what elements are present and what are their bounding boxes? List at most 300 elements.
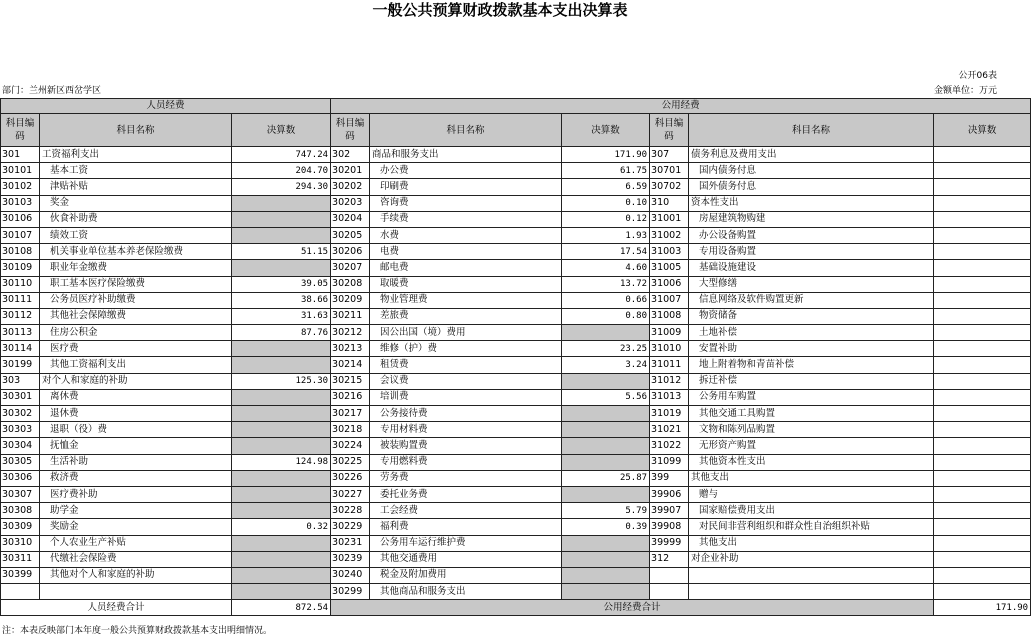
cell-amount: 17.54 bbox=[562, 244, 650, 260]
page-title: 一般公共预算财政拨款基本支出决算表 bbox=[372, 1, 628, 19]
cell-code: 30701 bbox=[650, 163, 689, 179]
cell-amount bbox=[232, 503, 331, 519]
cell-name: 退职（役）费 bbox=[40, 422, 232, 438]
col-header-name: 科目名称 bbox=[40, 114, 232, 147]
cell-amount bbox=[562, 535, 650, 551]
cell-name: 赠与 bbox=[689, 486, 934, 502]
cell-name: 代缴社会保险费 bbox=[40, 551, 232, 567]
cell-amount bbox=[934, 389, 1031, 405]
cell-amount bbox=[562, 422, 650, 438]
cell-amount bbox=[934, 454, 1031, 470]
col-header-name: 科目名称 bbox=[689, 114, 934, 147]
cell-code: 30227 bbox=[331, 486, 370, 502]
column-header-row bbox=[1, 114, 1031, 147]
cell-name: 对民间非营利组织和群众性自治组织补贴 bbox=[689, 519, 934, 535]
cell-code: 30211 bbox=[331, 308, 370, 324]
cell-amount: 51.15 bbox=[232, 244, 331, 260]
cell-code: 31008 bbox=[650, 308, 689, 324]
table-row bbox=[1, 584, 1031, 600]
cell-name: 工会经费 bbox=[370, 503, 562, 519]
cell-name: 机关事业单位基本养老保险缴费 bbox=[40, 244, 232, 260]
cell-amount bbox=[232, 260, 331, 276]
cell-amount bbox=[232, 341, 331, 357]
cell-amount: 0.80 bbox=[562, 308, 650, 324]
cell-amount bbox=[934, 292, 1031, 308]
cell-name: 因公出国（境）费用 bbox=[370, 325, 562, 341]
cell-code: 30229 bbox=[331, 519, 370, 535]
table-row bbox=[1, 244, 1031, 260]
table-row bbox=[1, 551, 1031, 567]
cell-name: 委托业务费 bbox=[370, 486, 562, 502]
cell-name: 工资福利支出 bbox=[40, 147, 232, 163]
cell-code: 30201 bbox=[331, 163, 370, 179]
cell-code: 30109 bbox=[1, 260, 40, 276]
cell-name: 差旅费 bbox=[370, 308, 562, 324]
cell-code: 30204 bbox=[331, 211, 370, 227]
group-header-personnel: 人员经费 bbox=[1, 99, 331, 114]
cell-amount bbox=[232, 567, 331, 583]
cell-code: 31010 bbox=[650, 341, 689, 357]
cell-name: 公务员医疗补助缴费 bbox=[40, 292, 232, 308]
cell-name: 国家赔偿费用支出 bbox=[689, 503, 934, 519]
cell-amount: 747.24 bbox=[232, 147, 331, 163]
cell-amount: 0.10 bbox=[562, 195, 650, 211]
cell-name: 职工基本医疗保险缴费 bbox=[40, 276, 232, 292]
cell-name: 大型修缮 bbox=[689, 276, 934, 292]
cell-code: 31019 bbox=[650, 406, 689, 422]
cell-name: 办公设备购置 bbox=[689, 227, 934, 243]
cell-code: 30308 bbox=[1, 503, 40, 519]
cell-amount bbox=[934, 486, 1031, 502]
cell-code: 31009 bbox=[650, 325, 689, 341]
cell-name: 助学金 bbox=[40, 503, 232, 519]
cell-amount bbox=[934, 308, 1031, 324]
cell-name: 个人农业生产补贴 bbox=[40, 535, 232, 551]
footnote: 注：本表反映部门本年度一般公共预算财政拨款基本支出明细情况。 bbox=[2, 626, 273, 636]
cell-amount: 31.63 bbox=[232, 308, 331, 324]
cell-code: 30107 bbox=[1, 227, 40, 243]
cell-amount bbox=[934, 551, 1031, 567]
cell-code: 30240 bbox=[331, 567, 370, 583]
cell-name: 抚恤金 bbox=[40, 438, 232, 454]
cell-amount: 87.76 bbox=[232, 325, 331, 341]
cell-code: 30203 bbox=[331, 195, 370, 211]
cell-amount bbox=[232, 486, 331, 502]
cell-name bbox=[689, 584, 934, 600]
cell-name: 培训费 bbox=[370, 389, 562, 405]
cell-code: 30206 bbox=[331, 244, 370, 260]
col-header-amount: 决算数 bbox=[562, 114, 650, 147]
table-row bbox=[1, 389, 1031, 405]
cell-amount: 61.75 bbox=[562, 163, 650, 179]
cell-name: 印刷费 bbox=[370, 179, 562, 195]
cell-amount bbox=[934, 211, 1031, 227]
cell-name: 奖励金 bbox=[40, 519, 232, 535]
cell-amount: 204.70 bbox=[232, 163, 331, 179]
cell-name: 邮电费 bbox=[370, 260, 562, 276]
table-row bbox=[1, 341, 1031, 357]
cell-code: 30113 bbox=[1, 325, 40, 341]
cell-code: 31001 bbox=[650, 211, 689, 227]
cell-code: 30215 bbox=[331, 373, 370, 389]
cell-amount bbox=[232, 584, 331, 600]
cell-code: 30310 bbox=[1, 535, 40, 551]
cell-amount: 13.72 bbox=[562, 276, 650, 292]
cell-name: 其他资本性支出 bbox=[689, 454, 934, 470]
cell-name: 无形资产购置 bbox=[689, 438, 934, 454]
cell-name: 资本性支出 bbox=[689, 195, 934, 211]
cell-code: 30305 bbox=[1, 454, 40, 470]
cell-name: 绩效工资 bbox=[40, 227, 232, 243]
cell-name: 取暖费 bbox=[370, 276, 562, 292]
cell-amount: 5.56 bbox=[562, 389, 650, 405]
cell-amount: 25.87 bbox=[562, 470, 650, 486]
cell-code: 30108 bbox=[1, 244, 40, 260]
cell-name: 其他交通工具购置 bbox=[689, 406, 934, 422]
table-row bbox=[1, 147, 1031, 163]
cell-amount bbox=[934, 438, 1031, 454]
cell-code: 30202 bbox=[331, 179, 370, 195]
personnel-total-label: 人员经费合计 bbox=[1, 600, 232, 616]
cell-amount: 171.90 bbox=[562, 147, 650, 163]
cell-name: 公务用车运行维护费 bbox=[370, 535, 562, 551]
cell-amount bbox=[934, 341, 1031, 357]
totals-row bbox=[1, 600, 1031, 616]
cell-name: 水费 bbox=[370, 227, 562, 243]
cell-name: 专用设备购置 bbox=[689, 244, 934, 260]
cell-amount bbox=[934, 535, 1031, 551]
cell-amount: 0.39 bbox=[562, 519, 650, 535]
cell-amount: 6.59 bbox=[562, 179, 650, 195]
cell-name: 津贴补贴 bbox=[40, 179, 232, 195]
table-row bbox=[1, 227, 1031, 243]
table-row bbox=[1, 422, 1031, 438]
cell-amount: 124.98 bbox=[232, 454, 331, 470]
cell-code: 31022 bbox=[650, 438, 689, 454]
cell-code: 30224 bbox=[331, 438, 370, 454]
cell-amount: 125.30 bbox=[232, 373, 331, 389]
public-total-label: 公用经费合计 bbox=[331, 600, 934, 616]
cell-code: 30207 bbox=[331, 260, 370, 276]
cell-code: 30299 bbox=[331, 584, 370, 600]
cell-name: 手续费 bbox=[370, 211, 562, 227]
cell-name: 其他商品和服务支出 bbox=[370, 584, 562, 600]
cell-code: 30214 bbox=[331, 357, 370, 373]
cell-code: 31006 bbox=[650, 276, 689, 292]
cell-code: 30216 bbox=[331, 389, 370, 405]
cell-name: 公务用车购置 bbox=[689, 389, 934, 405]
cell-amount bbox=[934, 567, 1031, 583]
form-number: 公开06表 bbox=[958, 71, 997, 81]
cell-code: 30239 bbox=[331, 551, 370, 567]
cell-name: 住房公积金 bbox=[40, 325, 232, 341]
cell-code: 39907 bbox=[650, 503, 689, 519]
table-row bbox=[1, 486, 1031, 502]
cell-name: 福利费 bbox=[370, 519, 562, 535]
cell-amount bbox=[232, 406, 331, 422]
cell-name: 其他社会保障缴费 bbox=[40, 308, 232, 324]
cell-code: 30304 bbox=[1, 438, 40, 454]
cell-amount bbox=[934, 227, 1031, 243]
cell-name: 医疗费补助 bbox=[40, 486, 232, 502]
group-header-public: 公用经费 bbox=[331, 99, 1031, 114]
cell-amount bbox=[934, 276, 1031, 292]
cell-code: 30228 bbox=[331, 503, 370, 519]
cell-code: 30301 bbox=[1, 389, 40, 405]
cell-name: 房屋建筑物购建 bbox=[689, 211, 934, 227]
cell-code: 39906 bbox=[650, 486, 689, 502]
cell-amount bbox=[232, 551, 331, 567]
table-row bbox=[1, 292, 1031, 308]
cell-amount: 294.30 bbox=[232, 179, 331, 195]
cell-amount: 38.66 bbox=[232, 292, 331, 308]
table-row bbox=[1, 503, 1031, 519]
col-header-code: 科目编码 bbox=[1, 114, 40, 147]
cell-amount bbox=[934, 519, 1031, 535]
cell-amount bbox=[232, 389, 331, 405]
cell-code: 30212 bbox=[331, 325, 370, 341]
cell-name: 办公费 bbox=[370, 163, 562, 179]
table-row bbox=[1, 325, 1031, 341]
cell-amount bbox=[934, 584, 1031, 600]
table-row bbox=[1, 211, 1031, 227]
cell-code: 30399 bbox=[1, 567, 40, 583]
cell-amount: 1.93 bbox=[562, 227, 650, 243]
cell-amount bbox=[562, 325, 650, 341]
cell-name: 劳务费 bbox=[370, 470, 562, 486]
cell-code: 31012 bbox=[650, 373, 689, 389]
cell-amount bbox=[562, 454, 650, 470]
col-header-name: 科目名称 bbox=[370, 114, 562, 147]
cell-code: 312 bbox=[650, 551, 689, 567]
cell-name: 伙食补助费 bbox=[40, 211, 232, 227]
cell-code: 31013 bbox=[650, 389, 689, 405]
cell-amount bbox=[562, 584, 650, 600]
cell-code: 31005 bbox=[650, 260, 689, 276]
cell-code: 31011 bbox=[650, 357, 689, 373]
table-row bbox=[1, 260, 1031, 276]
cell-amount bbox=[562, 567, 650, 583]
table-row bbox=[1, 357, 1031, 373]
cell-amount bbox=[232, 535, 331, 551]
cell-code: 30101 bbox=[1, 163, 40, 179]
table-row bbox=[1, 535, 1031, 551]
cell-name: 税金及附加费用 bbox=[370, 567, 562, 583]
cell-name: 债务利息及费用支出 bbox=[689, 147, 934, 163]
cell-amount bbox=[934, 325, 1031, 341]
col-header-amount: 决算数 bbox=[232, 114, 331, 147]
cell-code: 30110 bbox=[1, 276, 40, 292]
table-row bbox=[1, 567, 1031, 583]
cell-name: 物业管理费 bbox=[370, 292, 562, 308]
table-row bbox=[1, 454, 1031, 470]
cell-amount bbox=[934, 503, 1031, 519]
cell-amount bbox=[562, 551, 650, 567]
cell-amount: 0.32 bbox=[232, 519, 331, 535]
cell-amount: 4.60 bbox=[562, 260, 650, 276]
cell-name: 生活补助 bbox=[40, 454, 232, 470]
cell-amount: 5.79 bbox=[562, 503, 650, 519]
cell-code: 310 bbox=[650, 195, 689, 211]
cell-code: 30311 bbox=[1, 551, 40, 567]
table-row bbox=[1, 163, 1031, 179]
cell-code: 30702 bbox=[650, 179, 689, 195]
cell-code: 30303 bbox=[1, 422, 40, 438]
cell-code: 302 bbox=[331, 147, 370, 163]
cell-code: 307 bbox=[650, 147, 689, 163]
cell-amount: 0.12 bbox=[562, 211, 650, 227]
cell-name: 会议费 bbox=[370, 373, 562, 389]
cell-code: 30111 bbox=[1, 292, 40, 308]
table-row bbox=[1, 519, 1031, 535]
cell-amount bbox=[232, 422, 331, 438]
cell-amount bbox=[934, 406, 1031, 422]
cell-amount bbox=[934, 357, 1031, 373]
cell-name: 被装购置费 bbox=[370, 438, 562, 454]
cell-code: 303 bbox=[1, 373, 40, 389]
cell-code bbox=[1, 584, 40, 600]
cell-name: 基础设施建设 bbox=[689, 260, 934, 276]
cell-code: 30226 bbox=[331, 470, 370, 486]
cell-name: 基本工资 bbox=[40, 163, 232, 179]
cell-name: 安置补助 bbox=[689, 341, 934, 357]
table-row bbox=[1, 373, 1031, 389]
cell-name: 其他交通费用 bbox=[370, 551, 562, 567]
cell-code: 301 bbox=[1, 147, 40, 163]
cell-name: 职业年金缴费 bbox=[40, 260, 232, 276]
cell-amount bbox=[934, 195, 1031, 211]
cell-code: 31021 bbox=[650, 422, 689, 438]
public-total-amount: 171.90 bbox=[934, 600, 1031, 616]
cell-code: 30231 bbox=[331, 535, 370, 551]
cell-amount bbox=[232, 438, 331, 454]
cell-code: 31007 bbox=[650, 292, 689, 308]
cell-amount bbox=[562, 486, 650, 502]
cell-code: 30306 bbox=[1, 470, 40, 486]
group-header-row bbox=[1, 99, 1031, 114]
cell-code: 30213 bbox=[331, 341, 370, 357]
cell-name: 对个人和家庭的补助 bbox=[40, 373, 232, 389]
table-row bbox=[1, 179, 1031, 195]
cell-name: 维修（护）费 bbox=[370, 341, 562, 357]
cell-name: 专用材料费 bbox=[370, 422, 562, 438]
col-header-code: 科目编码 bbox=[331, 114, 370, 147]
cell-code: 31002 bbox=[650, 227, 689, 243]
cell-name: 电费 bbox=[370, 244, 562, 260]
cell-code: 30208 bbox=[331, 276, 370, 292]
cell-code: 30218 bbox=[331, 422, 370, 438]
cell-code: 30114 bbox=[1, 341, 40, 357]
cell-name: 拆迁补偿 bbox=[689, 373, 934, 389]
cell-name: 其他工资福利支出 bbox=[40, 357, 232, 373]
cell-name: 信息网络及软件购置更新 bbox=[689, 292, 934, 308]
table-row bbox=[1, 195, 1031, 211]
cell-code: 30225 bbox=[331, 454, 370, 470]
cell-name: 租赁费 bbox=[370, 357, 562, 373]
cell-code: 30106 bbox=[1, 211, 40, 227]
expenditure-table bbox=[0, 98, 1031, 616]
cell-name: 奖金 bbox=[40, 195, 232, 211]
cell-name bbox=[689, 567, 934, 583]
cell-amount: 3.24 bbox=[562, 357, 650, 373]
cell-name: 其他对个人和家庭的补助 bbox=[40, 567, 232, 583]
cell-amount bbox=[232, 357, 331, 373]
cell-amount bbox=[562, 406, 650, 422]
table-row bbox=[1, 406, 1031, 422]
cell-code: 30205 bbox=[331, 227, 370, 243]
cell-amount bbox=[232, 211, 331, 227]
cell-name: 文物和陈列品购置 bbox=[689, 422, 934, 438]
cell-amount bbox=[934, 470, 1031, 486]
cell-code: 30103 bbox=[1, 195, 40, 211]
cell-name: 退休费 bbox=[40, 406, 232, 422]
cell-name: 地上附着物和青苗补偿 bbox=[689, 357, 934, 373]
cell-code bbox=[650, 584, 689, 600]
cell-amount bbox=[232, 195, 331, 211]
cell-code bbox=[650, 567, 689, 583]
cell-code: 30102 bbox=[1, 179, 40, 195]
cell-code: 30309 bbox=[1, 519, 40, 535]
cell-name: 公务接待费 bbox=[370, 406, 562, 422]
unit-label: 金额单位：万元 bbox=[933, 86, 997, 96]
cell-name: 救济费 bbox=[40, 470, 232, 486]
cell-code: 30302 bbox=[1, 406, 40, 422]
cell-name bbox=[40, 584, 232, 600]
cell-amount bbox=[934, 147, 1031, 163]
table-row bbox=[1, 470, 1031, 486]
cell-name: 专用燃料费 bbox=[370, 454, 562, 470]
cell-amount bbox=[562, 373, 650, 389]
cell-code: 31003 bbox=[650, 244, 689, 260]
cell-name: 商品和服务支出 bbox=[370, 147, 562, 163]
cell-code: 39908 bbox=[650, 519, 689, 535]
cell-name: 国内债务付息 bbox=[689, 163, 934, 179]
cell-amount: 0.66 bbox=[562, 292, 650, 308]
cell-amount bbox=[934, 422, 1031, 438]
table-row bbox=[1, 438, 1031, 454]
col-header-code: 科目编码 bbox=[650, 114, 689, 147]
cell-code: 39999 bbox=[650, 535, 689, 551]
cell-name: 离休费 bbox=[40, 389, 232, 405]
cell-name: 咨询费 bbox=[370, 195, 562, 211]
cell-amount: 23.25 bbox=[562, 341, 650, 357]
cell-code: 30209 bbox=[331, 292, 370, 308]
cell-amount bbox=[562, 438, 650, 454]
col-header-amount: 决算数 bbox=[934, 114, 1031, 147]
cell-name: 其他支出 bbox=[689, 535, 934, 551]
cell-amount bbox=[934, 373, 1031, 389]
cell-name: 医疗费 bbox=[40, 341, 232, 357]
cell-name: 土地补偿 bbox=[689, 325, 934, 341]
cell-amount: 39.05 bbox=[232, 276, 331, 292]
cell-name: 其他支出 bbox=[689, 470, 934, 486]
table-row bbox=[1, 308, 1031, 324]
cell-name: 对企业补助 bbox=[689, 551, 934, 567]
cell-amount bbox=[232, 227, 331, 243]
cell-code: 30199 bbox=[1, 357, 40, 373]
cell-amount bbox=[934, 260, 1031, 276]
table-row bbox=[1, 276, 1031, 292]
cell-code: 30217 bbox=[331, 406, 370, 422]
cell-code: 31099 bbox=[650, 454, 689, 470]
cell-code: 30112 bbox=[1, 308, 40, 324]
cell-name: 国外债务付息 bbox=[689, 179, 934, 195]
cell-code: 30307 bbox=[1, 486, 40, 502]
cell-amount bbox=[934, 244, 1031, 260]
cell-amount bbox=[934, 163, 1031, 179]
cell-name: 物资储备 bbox=[689, 308, 934, 324]
personnel-total-amount: 872.54 bbox=[232, 600, 331, 616]
